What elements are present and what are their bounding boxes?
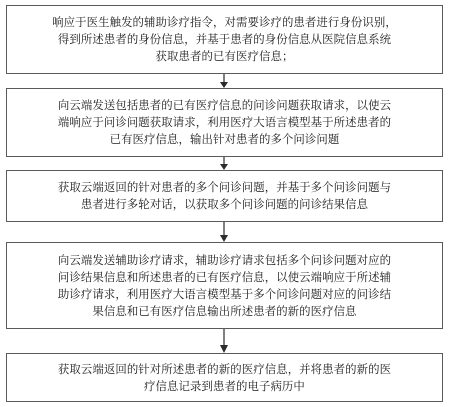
flow-step-5-line-1: 获取云端返回的针对所述患者的新的医疗信息，并将患者的新的医	[57, 361, 392, 376]
flow-step-3-line-2: 患者进行多轮对话，以获取多个问诊问题的问诊结果信息	[80, 197, 369, 211]
flow-arrow-4	[218, 329, 230, 353]
flow-step-2-line-2: 端响应于问诊问题获取请求，利用医疗大语言模型基于所述患者的	[57, 115, 392, 129]
flow-step-3-text	[58, 179, 391, 213]
flow-step-1	[6, 5, 443, 74]
flow-step-4-line-3: 助诊疗请求，利用医疗大语言模型基于多个问诊问题对应的问诊结	[57, 286, 392, 301]
flow-step-1-text	[52, 14, 397, 65]
flow-step-3-line-1: 获取云端返回的针对患者的多个问诊问题，并基于多个问诊问题与	[57, 180, 392, 194]
flow-step-2-line-1: 向云端发送包括患者的已有医疗信息的问诊问题获取请求，以使云	[57, 98, 392, 112]
flow-step-4	[6, 242, 443, 329]
flow-step-3	[6, 170, 443, 222]
flow-arrow-3	[218, 222, 230, 242]
flow-step-4-text	[58, 252, 391, 320]
flow-step-2-text	[58, 97, 391, 148]
flow-step-2-line-3: 已有医疗信息，输出针对患者的多个问诊问题	[109, 132, 340, 146]
flow-step-5-line-2: 疗信息记录到患者的电子病历中	[144, 378, 305, 393]
flow-step-1-line-2: 得到所述患者的身份信息，并基于患者的身份信息从医院信息系统	[57, 32, 392, 46]
flow-step-2	[6, 88, 443, 157]
flow-step-5-text	[58, 361, 391, 395]
flow-step-1-line-3: 获取患者的已有医疗信息；	[155, 49, 294, 63]
flow-step-5	[6, 353, 443, 402]
flow-step-4-line-2: 问诊结果信息和所述患者的已有医疗信息，以使云端响应于所述辅	[57, 269, 392, 284]
flow-step-4-line-1: 向云端发送辅助诊疗请求，辅助诊疗请求包括多个问诊问题对应的	[57, 252, 392, 267]
flow-step-4-line-4: 果信息和已有医疗信息输出所述患者的新的医疗信息	[92, 303, 357, 318]
flow-arrow-2	[218, 157, 230, 170]
flow-step-1-line-1: 响应于医生触发的辅助诊疗指令，对需要诊疗的患者进行身份识别，	[52, 15, 397, 29]
flow-arrow-1	[218, 74, 230, 88]
